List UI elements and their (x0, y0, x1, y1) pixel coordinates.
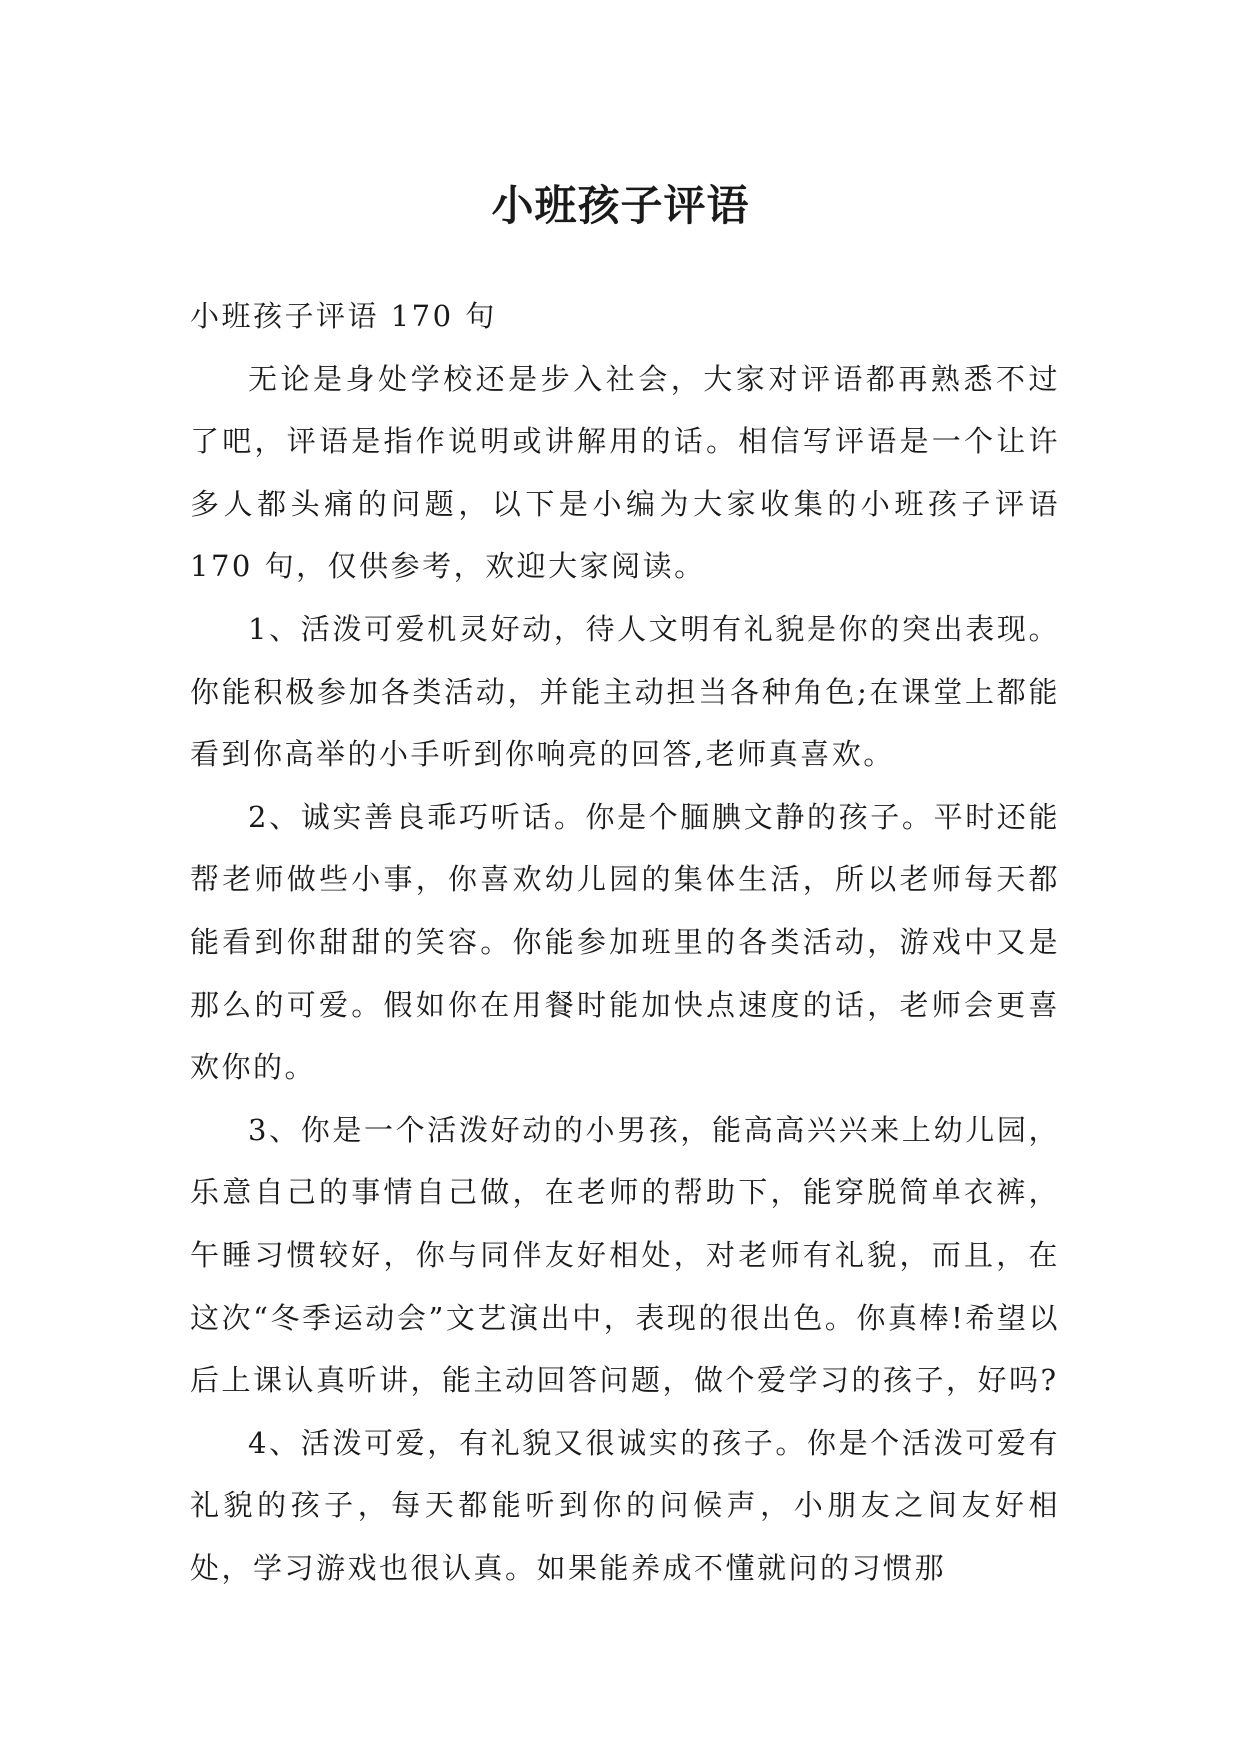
comment-paragraph-2: 2、诚实善良乖巧听话。你是个腼腆文静的孩子。平时还能帮老师做些小事，你喜欢幼儿园的集体生活，所以老师每天都能看到你甜甜的笑容。你能参加班里的各类活动，游戏中又是那么的可爱。假如你在用餐时能加快点速度的话，老师会更喜欢你的。 (190, 799, 1060, 1085)
comment-paragraph-3: 3、你是一个活泼好动的小男孩，能高高兴兴来上幼儿园，乐意自己的事情自己做，在老师的帮助下，能穿脱简单衣裤，午睡习惯较好，你与同伴友好相处，对老师有礼貌，而且，在这次“冬季运动会”文艺演出中，表现的很出色。你真棒!希望以后上课认真听讲，能主动回答问题，做个爱学习的孩子，好吗? (190, 1112, 1060, 1398)
document-title: 小班孩子评语 (491, 181, 750, 231)
document-body (190, 285, 1060, 1599)
comment-paragraph-4: 4、活泼可爱，有礼貌又很诚实的孩子。你是个活泼可爱有礼貌的孩子，每天都能听到你的问候声，小朋友之间友好相处，学习游戏也很认真。如果能养成不懂就问的习惯那 (190, 1425, 1060, 1585)
intro-paragraph: 无论是身处学校还是步入社会，大家对评语都再熟悉不过了吧，评语是指作说明或讲解用的话。相信写评语是一个让许多人都头痛的问题，以下是小编为大家收集的小班孩子评语 170 句，仅供参考，欢迎大家阅读。 (190, 361, 1060, 584)
document-subtitle: 小班孩子评语 170 句 (190, 299, 497, 333)
comment-paragraph-1: 1、活泼可爱机灵好动，待人文明有礼貌是你的突出表现。你能积极参加各类活动，并能主动担当各种角色;在课堂上都能看到你高举的小手听到你响亮的回答,老师真喜欢。 (190, 611, 1060, 772)
